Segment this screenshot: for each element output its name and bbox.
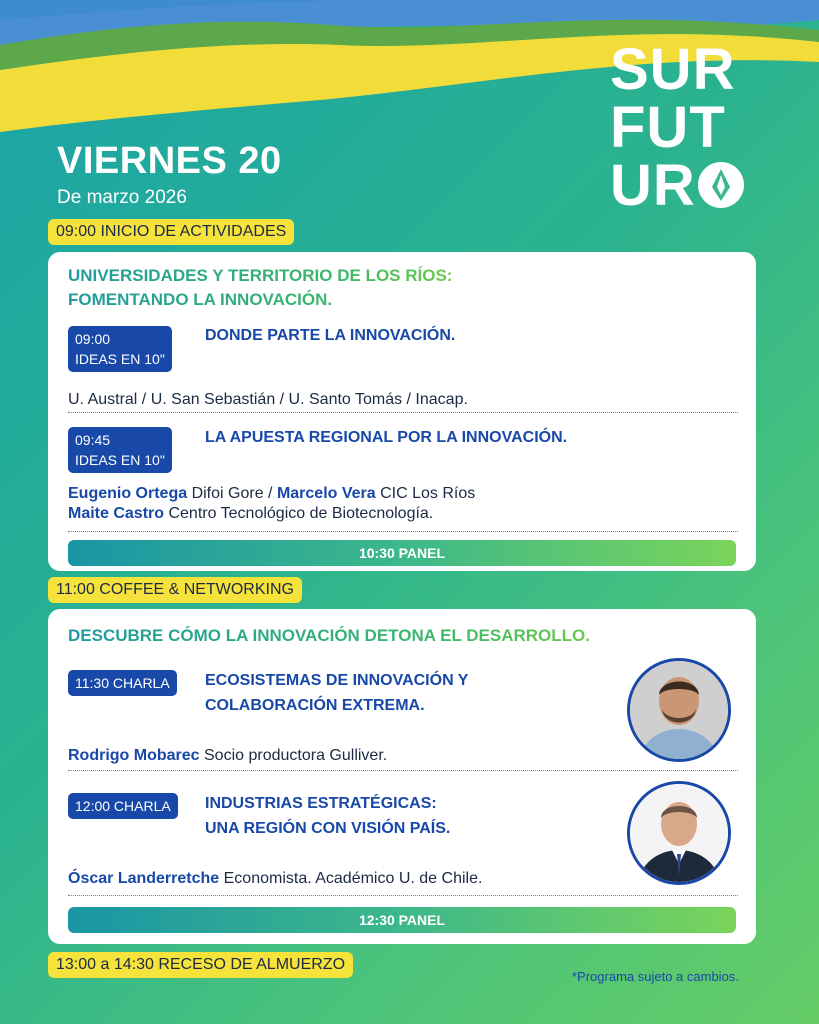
- card1-title: [68, 264, 452, 312]
- card1-title-line2: FOMENTANDO LA INNOVACIÓN.: [68, 290, 333, 309]
- session3-speaker: [68, 746, 387, 766]
- session3-title: [205, 668, 468, 718]
- session2-type: IDEAS EN 10": [75, 452, 165, 468]
- session2-title: LA APUESTA REGIONAL POR LA INNOVACIÓN.: [205, 429, 568, 446]
- logo-line-3-text: UR: [610, 152, 696, 218]
- divider: [68, 895, 738, 896]
- session2-time: 09:45: [75, 432, 111, 448]
- session4-speaker: [68, 869, 482, 889]
- card2-title: DESCUBRE CÓMO LA INNOVACIÓN DETONA EL DESARROLLO.: [68, 624, 590, 648]
- card1-title-line1: UNIVERSIDADES Y TERRITORIO DE LOS RÍOS:: [68, 266, 453, 285]
- divider: [68, 412, 738, 413]
- logo-line-2: FUT: [610, 94, 726, 160]
- pill-lunch: 13:00 a 14:30 RECESO DE ALMUERZO: [48, 952, 353, 978]
- card-universidades: [48, 252, 756, 571]
- panel-bar-1230: 12:30 PANEL: [68, 907, 736, 933]
- logo-line-3: [610, 152, 760, 218]
- speaker-name: Maite Castro: [68, 505, 165, 522]
- session1-title: DONDE PARTE LA INNOVACIÓN.: [205, 327, 456, 344]
- session1-time: 09:00: [75, 331, 111, 347]
- speaker-org: Socio productora Gulliver.: [199, 747, 388, 764]
- session3-title-line1: ECOSISTEMAS DE INNOVACIÓN Y: [205, 672, 469, 689]
- avatar-rodrigo-mobarec: [627, 658, 731, 762]
- session1-tag: [68, 326, 172, 372]
- speaker-name: Marcelo Vera: [276, 485, 376, 502]
- divider: [68, 770, 738, 771]
- surfuturo-logo: [610, 36, 760, 218]
- speaker-name: Rodrigo Mobarec: [68, 747, 200, 764]
- date-subtitle: De marzo 2026: [57, 187, 187, 208]
- speaker-org: Difoi Gore /: [187, 485, 277, 502]
- speaker-name: Eugenio Ortega: [68, 485, 188, 502]
- session2-speakers: [68, 484, 475, 524]
- session3-tag: 11:30 CHARLA: [68, 670, 177, 696]
- logo-line-1: SUR: [610, 36, 736, 102]
- card-desarrollo: [48, 609, 756, 944]
- session4-tag: 12:00 CHARLA: [68, 793, 178, 819]
- speaker-org: Centro Tecnológico de Biotecnología.: [164, 505, 434, 522]
- session1-type: IDEAS EN 10": [75, 351, 165, 367]
- footnote: *Programa sujeto a cambios.: [572, 969, 739, 984]
- panel-bar-1030: 10:30 PANEL: [68, 540, 736, 566]
- session3-title-line2: COLABORACIÓN EXTREMA.: [205, 697, 425, 714]
- session4-title-line2: UNA REGIÓN CON VISIÓN PAÍS.: [205, 820, 451, 837]
- logo-compass-icon: [698, 162, 744, 208]
- avatar-oscar-landerretche: [627, 781, 731, 885]
- pill-coffee: 11:00 COFFEE & NETWORKING: [48, 577, 302, 603]
- session4-title: [205, 791, 450, 841]
- pill-start-activities: 09:00 INICIO DE ACTIVIDADES: [48, 219, 294, 245]
- speaker-org: Economista. Académico U. de Chile.: [219, 870, 483, 887]
- speaker-org: CIC Los Ríos: [375, 485, 476, 502]
- day-title: VIERNES 20: [57, 140, 282, 182]
- session4-title-line1: INDUSTRIAS ESTRATÉGICAS:: [205, 795, 437, 812]
- divider: [68, 531, 738, 532]
- session1-speakers: U. Austral / U. San Sebastián / U. Santo Tomás / Inacap.: [68, 391, 468, 408]
- session2-tag: [68, 427, 172, 473]
- speaker-name: Óscar Landerretche: [68, 870, 220, 887]
